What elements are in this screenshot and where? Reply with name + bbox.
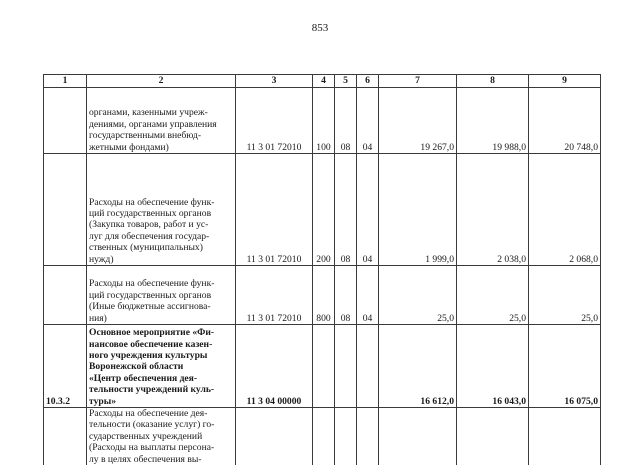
table-header-row: [44, 75, 601, 88]
row-code-cell: 11 3 04 00000: [236, 325, 313, 408]
table-row: [44, 266, 601, 325]
row-name-cell: Расходы на обеспечение функ- ций государственных органов (Иные бюджетные ассигнова- ния): [87, 266, 236, 325]
row-code-cell: 11 3 01 72010: [236, 88, 313, 154]
row-amount-year2-cell: 19 988,0: [457, 88, 529, 154]
row-amount-year2-cell: 16 043,0: [457, 325, 529, 408]
row-name-cell: Расходы на обеспечение дея- тельности (оказание услуг) го- сударственных учреждений (Расходы на выплаты персона- лу в целях обеспечения вы-: [87, 408, 236, 465]
row-pr-cell: [357, 325, 379, 408]
row-rz-cell: 08: [335, 154, 357, 266]
row-name-cell: Расходы на обеспечение функ- ций государственных органов (Закупка товаров, работ и ус- луг для обеспечения государ- ственных (муниципальных) нужд): [87, 154, 236, 266]
header-cell: 6: [357, 75, 379, 88]
table-row: [44, 325, 601, 408]
row-index-cell: 10.3.2: [44, 325, 87, 408]
row-pr-cell: 04: [357, 88, 379, 154]
row-pr-cell: [357, 408, 379, 465]
row-amount-year3-cell: 2 068,0: [529, 154, 601, 266]
row-amount-year2-cell: 2 038,0: [457, 154, 529, 266]
header-cell: 5: [335, 75, 357, 88]
table-row: [44, 88, 601, 154]
row-rz-cell: 08: [335, 266, 357, 325]
budget-table: [43, 74, 601, 465]
row-index-cell: [44, 88, 87, 154]
row-index-cell: [44, 154, 87, 266]
row-rz-cell: [335, 325, 357, 408]
row-vr-cell: [313, 408, 335, 465]
row-amount-year3-cell: 25,0: [529, 266, 601, 325]
row-amount-year3-cell: [529, 408, 601, 465]
header-cell: 7: [379, 75, 457, 88]
table-row: [44, 408, 601, 465]
row-index-cell: [44, 408, 87, 465]
page-number: 853: [0, 22, 640, 34]
header-cell: 9: [529, 75, 601, 88]
row-vr-cell: [313, 325, 335, 408]
header-cell: 2: [87, 75, 236, 88]
row-vr-cell: 200: [313, 154, 335, 266]
row-code-cell: [236, 408, 313, 465]
row-amount-year2-cell: 25,0: [457, 266, 529, 325]
row-vr-cell: 100: [313, 88, 335, 154]
header-cell: 4: [313, 75, 335, 88]
header-cell: 1: [44, 75, 87, 88]
row-amount-year1-cell: 25,0: [379, 266, 457, 325]
row-amount-year3-cell: 16 075,0: [529, 325, 601, 408]
row-amount-year1-cell: 1 999,0: [379, 154, 457, 266]
row-code-cell: 11 3 01 72010: [236, 266, 313, 325]
table-body: [44, 88, 601, 465]
header-cell: 8: [457, 75, 529, 88]
row-code-cell: 11 3 01 72010: [236, 154, 313, 266]
header-cell: 3: [236, 75, 313, 88]
row-amount-year1-cell: 16 612,0: [379, 325, 457, 408]
table-row: [44, 154, 601, 266]
row-index-cell: [44, 266, 87, 325]
row-vr-cell: 800: [313, 266, 335, 325]
row-rz-cell: 08: [335, 88, 357, 154]
row-rz-cell: [335, 408, 357, 465]
row-name-cell: органами, казенными учреж- дениями, органами управления государственными внебюд- жетными фондами): [87, 88, 236, 154]
row-pr-cell: 04: [357, 154, 379, 266]
row-amount-year3-cell: 20 748,0: [529, 88, 601, 154]
row-amount-year1-cell: 19 267,0: [379, 88, 457, 154]
row-amount-year2-cell: [457, 408, 529, 465]
row-pr-cell: 04: [357, 266, 379, 325]
row-name-cell: Основное мероприятие «Фи- нансовое обеспечение казен- ного учреждения культуры Воронежской области «Центр обеспечения дея- тельности учреждений куль- туры»: [87, 325, 236, 408]
row-amount-year1-cell: [379, 408, 457, 465]
